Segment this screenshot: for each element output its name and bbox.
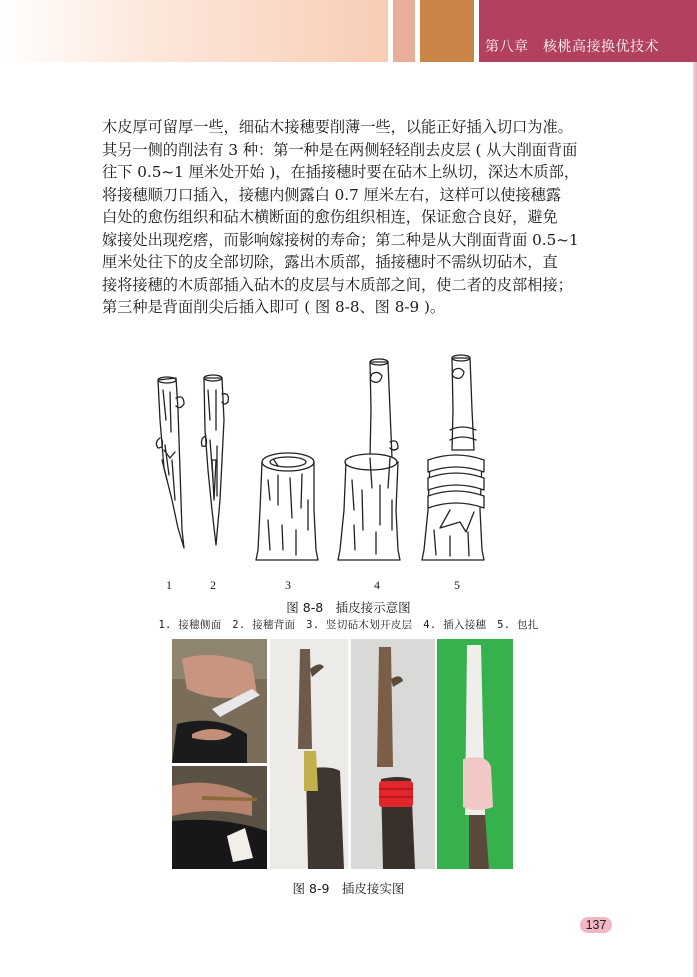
photo-holding-scion	[172, 766, 267, 869]
grafting-diagram	[150, 350, 500, 575]
header-brown-block	[420, 0, 474, 62]
figure-8-8-legend: 1. 接穗侧面 2. 接穗背面 3. 竖切砧木划开皮层 4. 插入接穗 5. 包扎	[158, 619, 539, 631]
photo-cutting-scion	[172, 639, 267, 763]
figure-number-5: 5	[454, 578, 460, 592]
figure-number-3: 3	[285, 578, 291, 592]
text-line: 厘米处往下的皮全部切除，露出木质部，插接穗时不需纵切砧木，直	[102, 253, 558, 271]
figure-number-2: 2	[210, 578, 216, 592]
header-chapter-block	[479, 0, 697, 62]
text-line: 其另一侧的削法有 3 种：第一种是在两侧轻轻削去皮层 ( 从大削面背面	[102, 140, 578, 159]
photo-red-band-wrapped	[351, 639, 435, 869]
text-line: 接将接穗的木质部插入砧木的皮层与木质部之间，使二者的皮部相接；	[102, 275, 573, 294]
text-line: 往下 0.5~1 厘米处开始 )，在插接穗时要在砧木上纵切，深达木质部，	[102, 163, 580, 181]
text-line: 木皮厚可留厚一些，细砧木接穗要削薄一些，以能正好插入切口为准。	[102, 118, 573, 136]
figure-number-4: 4	[374, 578, 380, 592]
wrapped-graft-drawing	[422, 355, 484, 560]
chapter-title: 第八章 核桃高接换优技术	[485, 39, 659, 55]
body-paragraph	[102, 116, 598, 319]
figure-8-8-caption: 图 8-8 插皮接示意图	[286, 600, 411, 615]
photo-full-wrap-green	[437, 639, 513, 869]
text-line: 嫁接处出现疙瘩，而影响嫁接树的寿命；第二种是从大削面背面 0.5~1	[102, 230, 579, 249]
scion-side-view-drawing	[156, 377, 184, 548]
text-line: 第三种是背面削尖后插入即可 ( 图 8-8、图 8-9 )。	[102, 298, 446, 316]
text-line: 白处的愈伤组织和砧木横断面的愈伤组织相连，保证愈合良好，避免	[102, 208, 558, 226]
header-pink-block	[393, 0, 415, 62]
page-number-badge: 137	[580, 917, 612, 933]
scion-inserted-drawing	[338, 359, 400, 560]
photo-scion-inserted	[270, 639, 348, 869]
header-gradient-band	[0, 0, 388, 62]
text-line: 将接穗顺刀口插入，接穗内侧露白 0.7 厘米左右，这样可以使接穗露	[102, 185, 562, 204]
stock-cut-drawing	[256, 453, 318, 560]
figure-8-9-caption: 图 8-9 插皮接实图	[292, 881, 405, 896]
figure-number-1: 1	[166, 578, 172, 592]
page-edge-strip	[693, 62, 697, 977]
scion-back-view-drawing	[202, 375, 229, 545]
